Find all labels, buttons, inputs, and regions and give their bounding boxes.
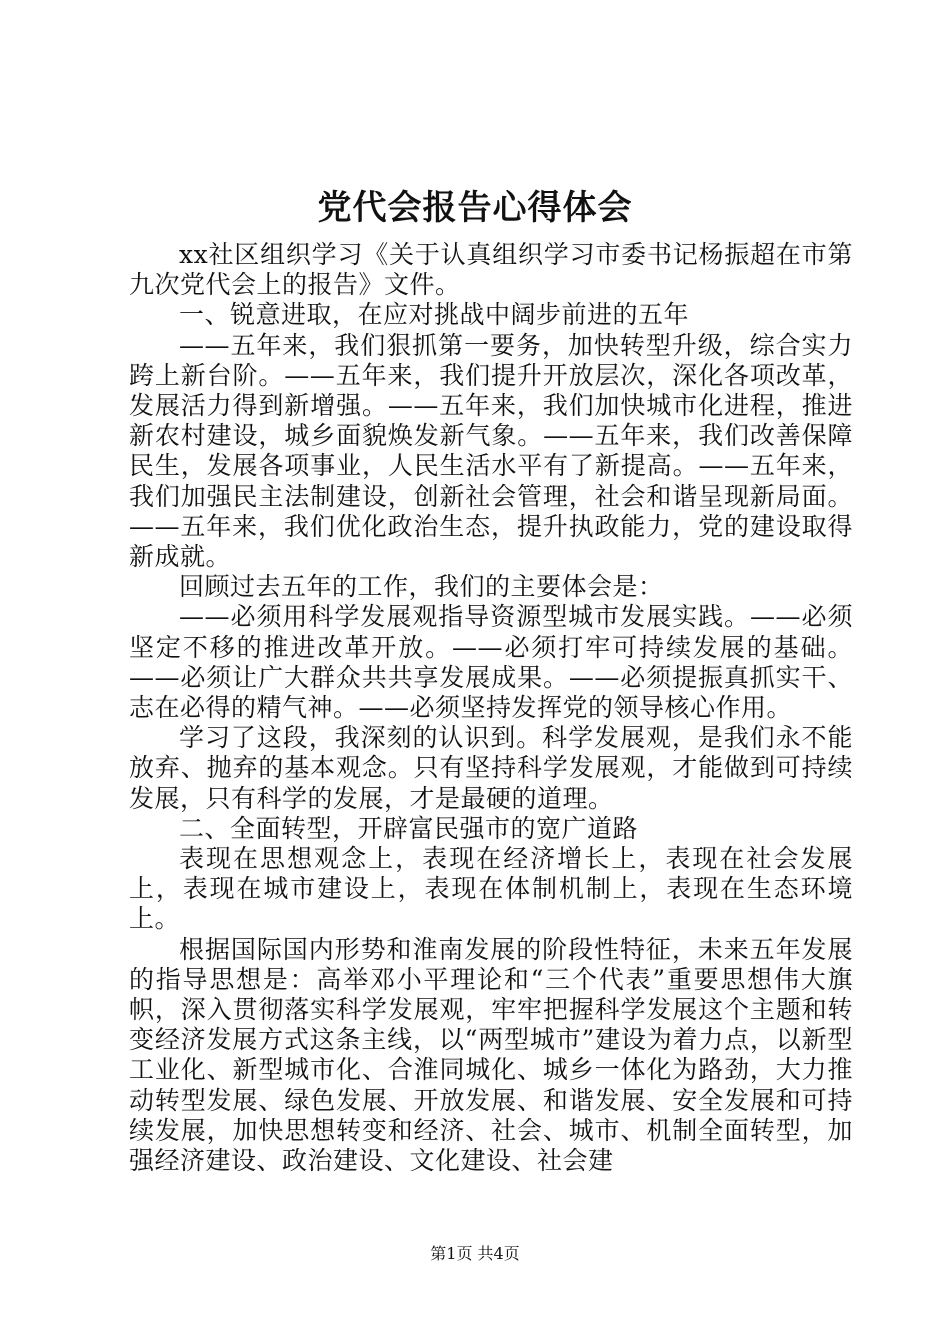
paragraph-review: 回顾过去五年的工作，我们的主要体会是： — [179, 572, 664, 602]
section-heading-1: 一、锐意进取，在应对挑战中阔步前进的五年 — [179, 300, 690, 330]
page-footer: 第1页 共4页 — [430, 1244, 520, 1263]
section-heading-2: 二、全面转型，开辟富民强市的宽广道路 — [179, 813, 639, 843]
paragraph-manifestations: 表现在思想观念上，表现在经济增长上，表现在社会发展上，表现在城市建设上，表现在体制机制上，表现在生态环境上。 — [129, 844, 853, 934]
paragraph-reflection: 学习了这段，我深刻的认识到。科学发展观，是我们永不能放弃、抛弃的基本观念。只有坚持科学发展观，才能做到可持续发展，只有科学的发展，才是最硬的道理。 — [129, 723, 853, 813]
paragraph-five-years: ——五年来，我们狠抓第一要务，加快转型升级，综合实力跨上新台阶。——五年来，我们提升开放层次，深化各项改革，发展活力得到新增强。——五年来，我们加快城市化进程，推进新农村建设，城乡面貌焕发新气象。——五年来，我们改善保障民生，发展各项事业，人民生活水平有了新提高。——五年来，我们加强民主法制建设，创新社会管理，社会和谐呈现新局面。——五年来，我们优化政治生态，提升执政能力，党的建设取得新成就。 — [129, 330, 853, 572]
paragraph-intro: xx社区组织学习《关于认真组织学习市委书记杨振超在市第九次党代会上的报告》文件。 — [129, 240, 853, 300]
document-title: 党代会报告心得体会 — [317, 188, 633, 228]
paragraph-musts: ——必须用科学发展观指导资源型城市发展实践。——必须坚定不移的推进改革开放。——必须打牢可持续发展的基础。——必须让广大群众共共享发展成果。——必须提振真抓实干、志在必得的精气神。——必须坚持发挥党的领导核心作用。 — [129, 602, 853, 723]
document-body — [129, 240, 853, 1176]
paragraph-guiding-thought: 根据国际国内形势和淮南发展的阶段性特征，未来五年发展的指导思想是：高举邓小平理论和“三个代表”重要思想伟大旗帜，深入贯彻落实科学发展观，牢牢把握科学发展这个主题和转变经济发展方式这条主线，以“两型城市”建设为着力点，以新型工业化、新型城市化、合淮同城化、城乡一体化为路劲，大力推动转型发展、绿色发展、开放发展、和谐发展、安全发展和可持续发展，加快思想转变和经济、社会、城市、机制全面转型，加强经济建设、政治建设、文化建设、社会建 — [129, 934, 853, 1176]
